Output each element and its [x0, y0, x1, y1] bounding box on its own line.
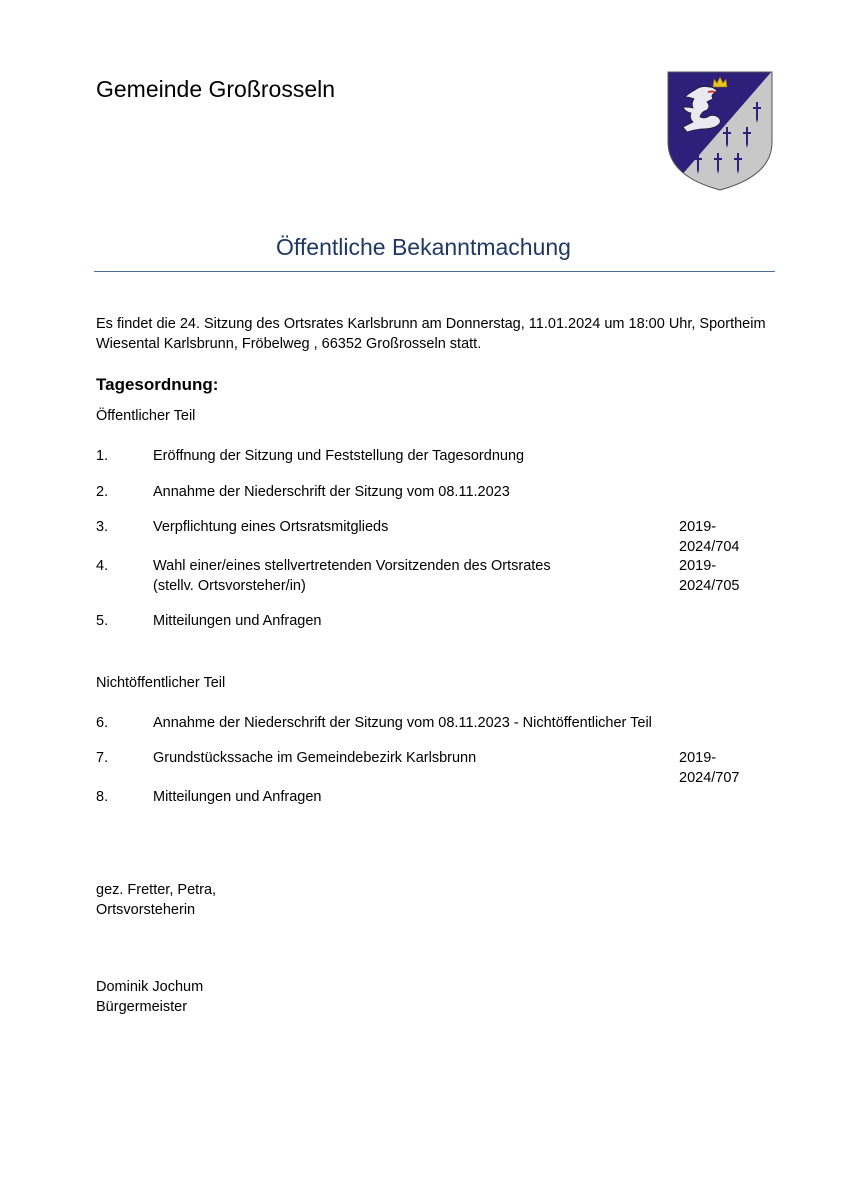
signature-mayor-name: Dominik Jochum [96, 979, 204, 995]
agenda-item-6-number: 6. [96, 715, 109, 731]
agenda-item-6-text: Annahme der Niederschrift der Sitzung vom 08.11.2023 - Nichtöffentlicher Teil [153, 715, 652, 731]
agenda-item-4-text-line-2: (stellv. Ortsvorsteher/in) [153, 578, 306, 594]
public-section-label: Öffentlicher Teil [96, 408, 196, 424]
agenda-item-4-text [153, 556, 551, 596]
agenda-item-7-number: 7. [96, 750, 109, 766]
agenda-item-3-reference [679, 517, 739, 557]
agenda-item-4-ref-line-2: 2024/705 [679, 578, 740, 594]
agenda-item-3-ref-line-1: 2019- [679, 519, 717, 535]
agenda-item-3-text: Verpflichtung eines Ortsratsmitglieds [153, 519, 389, 535]
signature-mayor [96, 977, 203, 1017]
intro-paragraph [96, 314, 786, 354]
agenda-item-7-reference [679, 748, 739, 788]
agenda-item-4-reference [679, 556, 739, 596]
agenda-item-7-text: Grundstückssache im Gemeindebezirk Karlsbrunn [153, 750, 477, 766]
agenda-item-2-text: Annahme der Niederschrift der Sitzung vom 08.11.2023 [153, 484, 510, 500]
municipality-name: Gemeinde Großrosseln [96, 76, 336, 102]
title-divider [94, 271, 775, 272]
signature-local-chair-name: gez. Fretter, Petra, [96, 882, 217, 898]
intro-line-2: Wiesental Karlsbrunn, Fröbelweg , 66352 Großrosseln statt. [96, 336, 482, 352]
agenda-item-3-number: 3. [96, 519, 109, 535]
signature-local-chair [96, 880, 216, 920]
agenda-item-4-text-line-1: Wahl einer/eines stellvertretenden Vorsitzenden des Ortsrates [153, 558, 551, 574]
signature-mayor-role: Bürgermeister [96, 999, 188, 1015]
page-title: Öffentliche Bekanntmachung [276, 234, 571, 260]
agenda-heading: Tagesordnung: [96, 375, 219, 394]
private-section-label: Nichtöffentlicher Teil [96, 675, 226, 691]
agenda-item-4-ref-line-1: 2019- [679, 558, 717, 574]
intro-line-1: Es findet die 24. Sitzung des Ortsrates Karlsbrunn am Donnerstag, 11.01.2024 um 18:00 Uhr, Sportheim [96, 316, 766, 332]
agenda-item-1-number: 1. [96, 448, 109, 464]
agenda-item-7-ref-line-2: 2024/707 [679, 770, 740, 786]
agenda-item-8-number: 8. [96, 789, 109, 805]
crest-tongue [708, 92, 715, 93]
agenda-item-1-text: Eröffnung der Sitzung und Feststellung der Tagesordnung [153, 448, 525, 464]
coat-of-arms-icon [667, 70, 773, 192]
agenda-item-5-number: 5. [96, 613, 109, 629]
agenda-item-3-ref-line-2: 2024/704 [679, 539, 740, 555]
agenda-item-4-number: 4. [96, 558, 109, 574]
agenda-item-8-text: Mitteilungen und Anfragen [153, 789, 322, 805]
agenda-item-2-number: 2. [96, 484, 109, 500]
signature-local-chair-role: Ortsvorsteherin [96, 902, 196, 918]
agenda-item-7-ref-line-1: 2019- [679, 750, 717, 766]
agenda-item-5-text: Mitteilungen und Anfragen [153, 613, 322, 629]
